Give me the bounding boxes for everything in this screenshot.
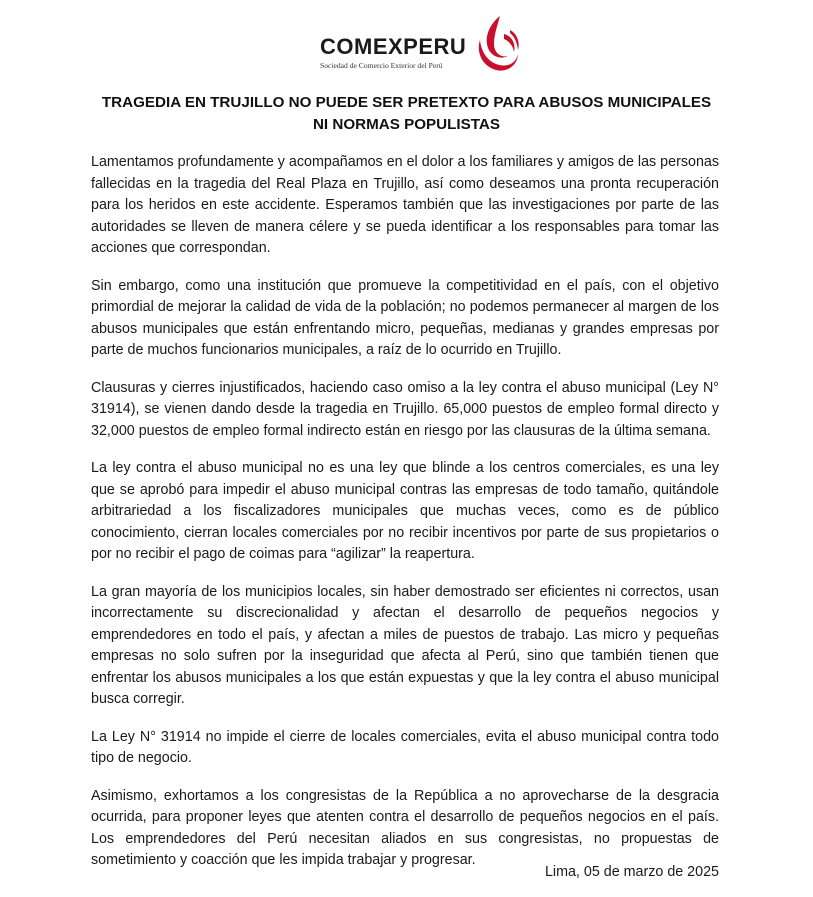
paragraph-2: Sin embargo, como una institución que promueve la competitividad en el país, con el objetivo primordial de mejorar la calidad de vida de la población; no podemos permanecer al margen de los abusos municipales que están enfrentando micro, pequeñas, medianas y grandes empresas por parte de muchos funcionarios municipales, a raíz de lo ocurrido en Trujillo. [91, 277, 719, 358]
title-line-2: NI NORMAS POPULISTAS [312, 116, 501, 133]
paragraph-5: La gran mayoría de los municipios locales, sin haber demostrado ser eficientes ni correctos, usan incorrectamente su discrecionalidad y afectan el desarrollo de pequeños negocios y emprendedores en todo el país, y afectan a miles de puestos de trabajo. Las micro y pequeñas empresas no solo sufren por la inseguridad que afecta al Perú, sino que también tienen que enfrentar los abusos municipales a los que están expuestas y que la ley contra el abuso municipal busca corregir. [91, 583, 719, 707]
comexperu-logo [318, 14, 528, 76]
logo-tagline: Sociedad de Comercio Exterior del Perú [320, 61, 443, 70]
paragraph-6: La Ley N° 31914 no impide el cierre de locales comerciales, evita el abuso municipal contra todo tipo de negocio. [91, 728, 719, 766]
swirl-logo-icon [470, 14, 520, 76]
paragraph-7: Asimismo, exhortamos a los congresistas de la República a no aprovecharse de la desgracia ocurrida, para proponer leyes que atenten contra el desarrollo de pequeños negocios en el país. Los emprendedores del Perú necesitan aliados en sus congresistas, no propuestas de sometimiento y coacción que les impida trabajar y progresar. [91, 787, 719, 868]
press-release-title [90, 92, 723, 136]
date-line: Lima, 05 de marzo de 2025 [544, 864, 719, 880]
paragraph-1: Lamentamos profundamente y acompañamos en el dolor a los familiares y amigos de las personas fallecidas en la tragedia del Real Plaza en Trujillo, así como deseamos una pronta recuperación para los heridos en este accidente. Esperamos también que las investigaciones por parte de las autoridades se lleven de manera célere y se pueda identificar a los responsables para tomar las acciones que correspondan. [91, 154, 719, 256]
paragraph-3: Clausuras y cierres injustificados, haciendo caso omiso a la ley contra el abuso municipal (Ley N° 31914), se vienen dando desde la tragedia en Trujillo. 65,000 puestos de empleo formal directo y 32,000 puestos de empleo formal indirecto están en riesgo por las clausuras de la última semana. [91, 379, 719, 439]
title-line-1: TRAGEDIA EN TRUJILLO NO PUEDE SER PRETEXTO PARA ABUSOS MUNICIPALES [101, 94, 712, 111]
article-body [91, 152, 719, 888]
logo-wordmark: COMEXPERU [320, 34, 467, 59]
paragraph-4: La ley contra el abuso municipal no es una ley que blinde a los centros comerciales, es una ley que se aprobó para impedir el abuso municipal contras las empresas de todo tamaño, quitándole arbitrariedad a los fiscalizadores municipales que muchas veces, como es de público conocimiento, cierran locales comerciales por no recibir incentivos por parte de sus propietarios o por no recibir el pago de coimas para “agilizar” la reapertura. [91, 460, 719, 562]
